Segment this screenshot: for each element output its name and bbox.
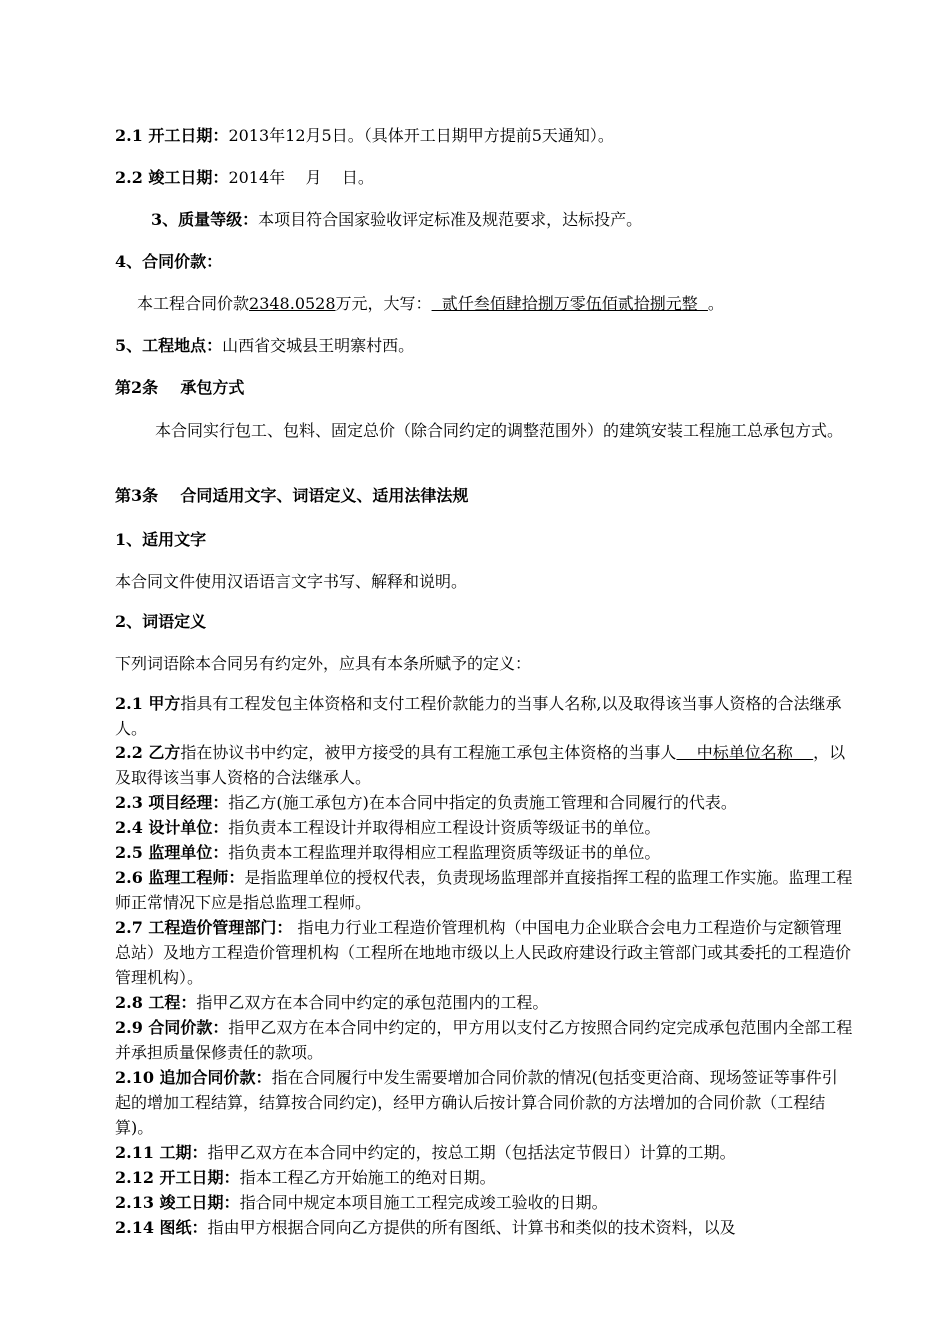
location-text: 山西省交城县王明寨村西。	[222, 336, 415, 355]
definition-number: 2.1	[115, 694, 149, 713]
definition-term: 竣工日期：	[159, 1193, 240, 1212]
definition-text: 指乙方(施工承包方)在本合同中指定的负责施工管理和合同履行的代表。	[228, 793, 737, 812]
definition-term: 图纸：	[159, 1218, 208, 1237]
definition-item	[115, 1065, 853, 1140]
definition-item	[115, 1190, 853, 1215]
quality-text: 本项目符合国家验收评定标准及规范要求，达标投产。	[258, 210, 643, 229]
bidder-name-blank: 中标单位名称	[676, 743, 814, 762]
price-prefix: 本工程合同价款	[137, 294, 250, 313]
definition-text: 指在合同履行中发生需要增加合同价款的情况(包括变更洽商、现场签证等事件引起的增加工程结算，结算按合同约定)，经甲方确认后按计算合同价款的方法增加的合同价款（工程结算)。	[115, 1068, 838, 1137]
definition-number: 2.7	[115, 918, 149, 937]
definition-number: 2.9	[115, 1018, 149, 1037]
definition-number: 2.3	[115, 793, 149, 812]
definition-item	[115, 1140, 853, 1165]
subsection-1-text: 本合同文件使用汉语语言文字书写、解释和说明。	[115, 572, 468, 591]
definition-item	[115, 691, 853, 741]
definition-number: 2.5	[115, 843, 149, 862]
definition-term: 合同价款：	[148, 1018, 229, 1037]
definition-item	[115, 1015, 853, 1065]
definition-text: 指负责本工程监理并取得相应工程监理资质等级证书的单位。	[228, 843, 661, 862]
definition-text: 指具有工程发包主体资格和支付工程价款能力的当事人名称,以及取得该当事人资格的合法继承人。	[115, 694, 842, 738]
location-label: 5、工程地点：	[115, 336, 223, 355]
definition-item	[115, 915, 853, 990]
definition-term: 监理单位：	[148, 843, 229, 862]
definition-text: ，以及取得该当事人资格的合法继承人。	[115, 743, 846, 787]
start-date-text: 2013年12月5日。（具体开工日期甲方提前5天通知）。	[228, 126, 614, 145]
definition-number: 2.6	[115, 868, 149, 887]
clause-colon: ：	[212, 126, 229, 145]
definition-text: 指电力行业工程造价管理机构（中国电力企业联合会电力工程造价与定额管理总站）及地方工程造价管理机构（工程所在地地市级以上人民政府建设行政主管部门或其委托的工程造价管理机构）。	[115, 918, 852, 987]
definition-text: 指负责本工程设计并取得相应工程设计资质等级证书的单位。	[228, 818, 661, 837]
clause-label: 开工日期	[148, 126, 213, 145]
definition-text: 指合同中规定本项目施工工程完成竣工验收的日期。	[239, 1193, 608, 1212]
subsection-2-heading	[115, 612, 206, 632]
clause-number: 2.1	[115, 126, 149, 145]
subsection-2-text: 下列词语除本合同另有约定外，应具有本条所赋予的定义：	[115, 654, 532, 673]
definition-term: 监理工程师：	[148, 868, 245, 887]
subsection-2-heading-text: 2、词语定义	[115, 612, 207, 631]
definition-item	[115, 865, 853, 915]
definition-number: 2.14	[115, 1218, 160, 1237]
definition-text: 指在协议书中约定，被甲方接受的具有工程施工承包主体资格的当事人	[180, 743, 677, 762]
completion-date-line	[115, 168, 374, 188]
definition-number: 2.13	[115, 1193, 160, 1212]
definition-number: 2.4	[115, 818, 149, 837]
price-middle: 万元，大写：	[335, 294, 432, 313]
definition-item	[115, 1165, 853, 1190]
article-2-heading-text: 第2条 承包方式	[115, 378, 245, 397]
definition-item	[115, 740, 853, 790]
completion-date-text: 2014年 月 日。	[228, 168, 374, 187]
definition-text: 指甲乙双方在本合同中约定的，按总工期（包括法定节假日）计算的工期。	[207, 1143, 736, 1162]
definition-term: 开工日期：	[159, 1168, 240, 1187]
start-date-line	[115, 126, 614, 146]
definition-item	[115, 815, 853, 840]
definition-text: 指由甲方根据合同向乙方提供的所有图纸、计算书和类似的技术资料，以及	[207, 1218, 736, 1237]
definition-term: 工程：	[148, 993, 197, 1012]
definition-term: 甲方	[148, 694, 181, 713]
definition-text: 是指监理单位的授权代表，负责现场监理部并直接指挥工程的监理工作实施。监理工程师正常情况下应是指总监理工程师。	[115, 868, 853, 912]
article-3-heading	[115, 486, 468, 506]
definition-number: 2.12	[115, 1168, 160, 1187]
article-2-heading	[115, 378, 244, 398]
definition-text: 指甲乙双方在本合同中约定的，甲方用以支付乙方按照合同约定完成承包范围内全部工程并承担质量保修责任的款项。	[115, 1018, 853, 1062]
definition-item	[115, 790, 853, 815]
definition-term: 项目经理：	[148, 793, 229, 812]
definition-text: 指本工程乙方开始施工的绝对日期。	[239, 1168, 496, 1187]
definition-number: 2.11	[115, 1143, 160, 1162]
price-line	[137, 294, 724, 314]
definition-item	[115, 840, 853, 865]
price-in-words: 贰仟叁佰肆拾捌万零伍佰贰拾捌元整	[431, 294, 708, 313]
clause-number: 2.2	[115, 168, 149, 187]
location-line	[115, 336, 414, 356]
clause-label: 竣工日期	[148, 168, 213, 187]
price-heading-text: 4、合同价款：	[115, 252, 223, 271]
definition-number: 2.10	[115, 1068, 160, 1087]
quality-line	[151, 210, 642, 230]
definition-item	[115, 990, 853, 1015]
definition-number: 2.8	[115, 993, 149, 1012]
subsection-1-heading-text: 1、适用文字	[115, 530, 207, 549]
definition-term: 追加合同价款：	[159, 1068, 272, 1087]
price-amount: 2348.0528	[249, 294, 336, 313]
definition-text: 指甲乙双方在本合同中约定的承包范围内的工程。	[196, 993, 549, 1012]
definition-term: 乙方	[148, 743, 181, 762]
quality-label: 3、质量等级：	[151, 210, 259, 229]
subsection-1-heading	[115, 530, 206, 550]
article-3-heading-text: 第3条 合同适用文字、词语定义、适用法律法规	[115, 486, 469, 505]
clause-colon: ：	[212, 168, 229, 187]
definition-term: 设计单位：	[148, 818, 229, 837]
price-heading	[115, 252, 222, 272]
article-2-body: 本合同实行包工、包料、固定总价（除合同约定的调整范围外）的建筑安装工程施工总承包方式。	[155, 421, 844, 440]
definition-term: 工程造价管理部门：	[148, 918, 293, 937]
definition-number: 2.2	[115, 743, 149, 762]
definition-term: 工期：	[159, 1143, 208, 1162]
definition-item	[115, 1215, 853, 1240]
price-end: 。	[707, 294, 724, 313]
